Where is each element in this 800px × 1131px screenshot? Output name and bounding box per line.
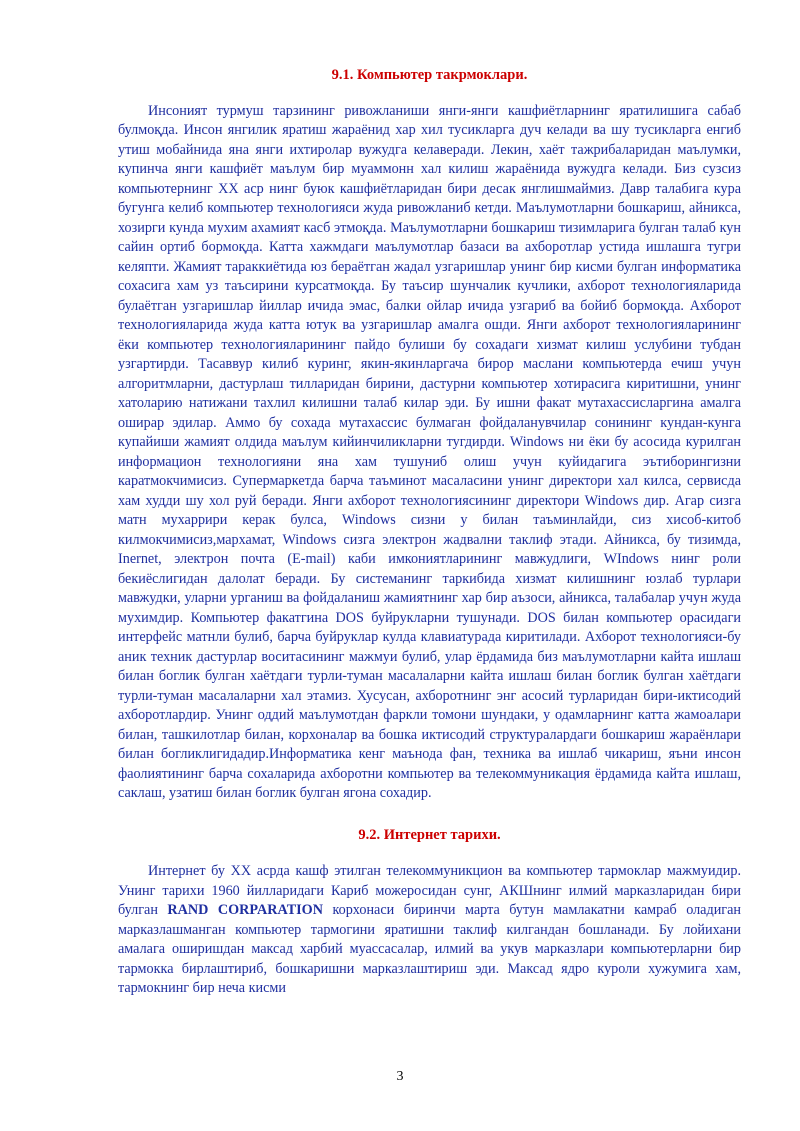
paragraph-text: Интернет бу XX асрда кашф этилган телекоммуникцион ва компьютер тармоклар мажмуидир. Унинг тарихи 1960 йилларидаги Кариб можеросидан сунг, АКШнинг илмий марказларидан бири булган	[118, 863, 741, 918]
section-heading: 9.2. Интернет тарихи.	[358, 826, 501, 843]
body-paragraph	[118, 862, 741, 999]
bold-term: RAND CORPARATION	[167, 902, 323, 918]
section-heading: 9.1. Компьютер такрмоклари.	[331, 67, 528, 83]
document-page	[118, 60, 741, 999]
body-paragraph: Инсоният турмуш тарзининг ривожланиши янги-янги кашфиётларнинг яратилишига сабаб булмоқда. Инсон янгилик яратиш жараёнид хар хил тусикларга дуч келади ва шу тусикларга енгиб утиш мобайнида яна янги ихтиролар вужудга келаверади. Лекин, хаёт тажрибаларидан маълумки, купинча янги кашфиёт маълум бир муаммонн хал килиш жараёнида вужудга келади. Биз сузсиз компьютернинг XX аср нинг буюк кашфиётларидан бири десак янглишмаймиз. Давр талабига кура бугунга келиб компьютер технологияси жуда ривожланиб кетди. Маълумотларни бошкариш, айникса, хозирги кунда мухим ахамият касб этмоқда. Маълумотларни бошкариш тизимларига булган талаб кун сайин ортиб бормоқда. Катта хажмдаги маълумотлар базаси ва ахборотлар устида ишлашга тугри келяпти. Жамият тараккиётида юз бераётган жадал узгаришлар унинг бир кисми булган информатика сохасига хам уз таъсирини курсатмоқда. Бу таъсир шунчалик кучлики, ахборот технологияларида булаётган узгаришлар йиллар ичида эмас, балки ойлар ичида узгариб ва бойиб бормоқда. Ахборот технологияларида жуда катта ютук ва узгаришлар амалга ошди. Янги ахборот технологияларининг ёки компьютер технологияларининг пайдо булиши бу сохадаги хизмат килиш услубини тубдан узгартирди. Тасаввур килиб куринг, якин-якинларгача бирор маслани компьютерда ечиш учун алгоритмларни, дастурлаш тилларидан бирини, дастурни компьютер хотирасига киритишни, унинг хатоларию натижани тахлил килишни талаб килар эди. Бу ишни факат мутахассисларгина амалга оширар эдилар. Аммо бу сохада мутахассис булмаган фойдаланувчилар сонининг кундан-кунга купайиши жамият олдида маълум кийинчиликларни тугдирди. Windows ни ёки бу асосида курилган информацион технологияни яна хам тушуниб олиш учун куйидагига эътиборингизни каратмокчимисиз. Супермаркетда барча таъминот масаласини унинг директори хал килса, сервисда хам худди шу хол руй беради. Янги ахборот технологиясининг директори Windows дир. Агар сизга матн мухаррири керак булса, Windows сизни у билан таъминлайди, сиз хисоб-китоб килмокчимисиз,мархамат, Windows сизга электрон жадвални таклиф этади. Айникса, бу тизимда, Inernet, электрон почта (E-mail) каби имкониятларининг мавжудлиги, WIndows нинг роли бекиёслигидан далолат беради. Бу системанинг таркибида хизмат килишнинг юзлаб турлари мавжудки, уларни урганиш ва фойдаланиш жамиятнинг хар бир аъзоси, айникса, талабалар учун жуда мухимдир. Компьютер факатгина DOS буйрукларни тушунади. DOS билан компьютер орасидаги интерфейс матнли булиб, барча буйруклар кулда клавиатурада киритилади. Ахборот технологияси-бу аник техник дастурлар воситасининг мажмуи булиб, улар ёрдамида биз маълумотларни кайта ишлаш билан боглик булган хаётдаги турли-туман масалаларни кайта ишлаш билан боглик булган хаётдаги турли-туман масалаларни хал этамиз. Хусусан, ахборотнинг энг асосий турларидан бири-иктисодий ахборотлардир. Унинг оддий маълумотдан фаркли томони шундаки, у одамларнинг катта жамоалари билан, ташкилотлар билан, корхоналар ва бошка иктисодий структуралардаги бошкариш жараёнлари билан богликлигидадир.Информатика кенг маънода фан, техника ва ишлаб чикариш, яъни инсон фаолиятининг барча сохаларида ахборотни компьютер ва телекоммуникация ёрдамида кайта ишлаш, саклаш, узатиш билан боглик булган ягона сохадир.	[118, 102, 741, 801]
page-number: 3	[396, 1069, 404, 1084]
paragraph-text: корхонаси биринчи марта бутун мамлакатни камраб оладиган марказлашманган компьютер тармогини яратишни таклиф килгандан бошланади. Бу лойихани амалага оширишдан максад харбий муассасалар, илмий ва укув марказлари компьютерларни бир тармокка бирлаштириб, бошкаришни марказлаштириш эди. Максад ядро куроли хужумига хам, тармокнинг бир неча кисми	[118, 902, 741, 996]
